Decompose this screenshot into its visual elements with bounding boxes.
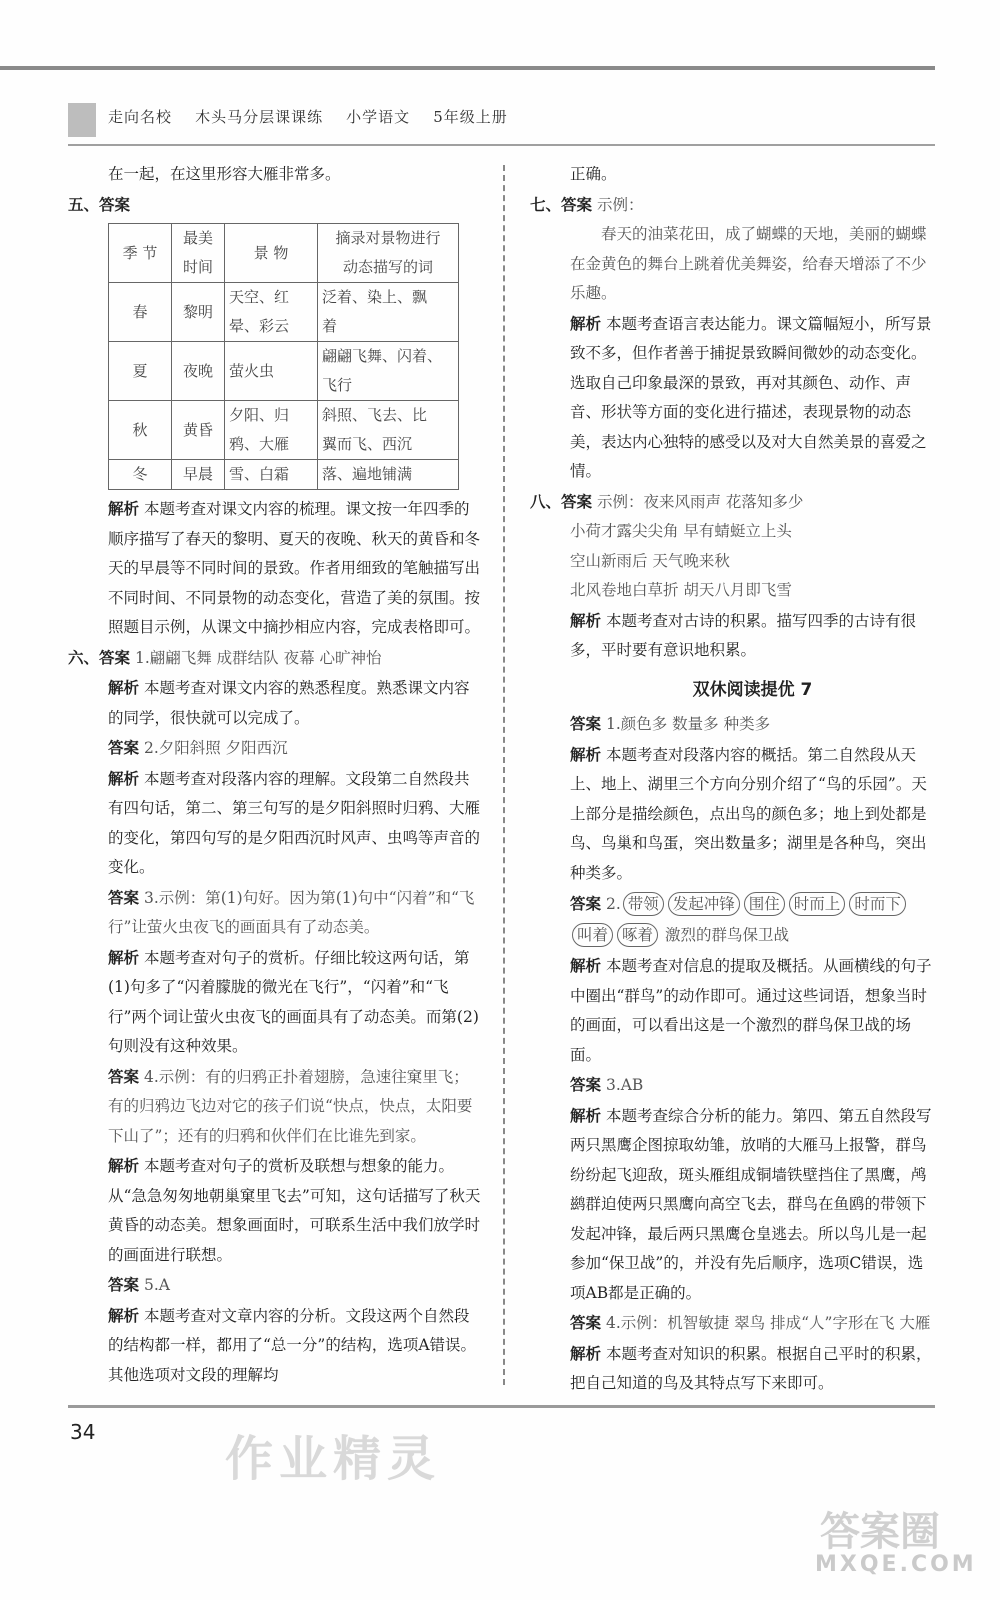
circled-word: 啄着: [617, 923, 658, 947]
analysis-7: 解析 本题考查语言表达能力。课文篇幅短小，所写景致不多，但作者善于捕捉景致瞬间微妙的动态变化。选取自己印象最深的景致，再对其颜色、动作、声音、形状等方面的变化进行描述，表现景物的动态美，表达内心独特的感受以及对大自然美景的喜爱之情。: [570, 313, 932, 480]
column-divider: [503, 165, 505, 1385]
answer-7-text: 春天的油菜花田，成了蝴蝶的天地，美丽的蝴蝶在金黄色的舞台上跳着优美舞姿，给春天增添了不少乐趣。: [570, 225, 927, 302]
analysis-b3: 解析 本题考查综合分析的能力。第四、第五自然段写两只黑鹰企图掠取幼雏，放哨的大雁马上报警，群鸟纷纷起飞迎敌，斑头雁组成铜墙铁壁挡住了黑鹰，鸬鹚群迫使两只黑鹰向高空飞去，群鸟在鱼鸥的带领下发起冲锋，最后两只黑鹰仓皇逃去。所以鸟儿是一起参加“保卫战”的，并没有先后顺序，选项C错误，选项AB都是正确的。: [570, 1105, 932, 1302]
answer-6-3: 答案 3.示例：第(1)句好。因为第(1)句中“闪着”和“飞行”让萤火虫夜飞的画面具有了动态美。: [108, 887, 475, 936]
table-row: [109, 401, 459, 460]
table-cell: 冬: [109, 460, 172, 490]
analysis-b1: 解析 本题考查对段落内容的概括。第二自然段从天上、地上、湖里三个方向分别介绍了“鸟的乐园”。天上部分是描绘颜色，点出鸟的颜色多；地上到处都是鸟、鸟巢和鸟蛋，突出数量多；湖里是各种鸟，突出种类多。: [570, 744, 927, 882]
table-cell: 天空、红 晕、彩云: [225, 283, 318, 342]
circled-word: 带领: [623, 892, 664, 916]
table-header: 最美 时间: [172, 224, 225, 283]
analysis-6-2: 解析 本题考查对段落内容的理解。文段第二自然段共有四句话，第二、第三句写的是夕阳斜照时归鸦、大雁的变化，第四句写的是夕阳西沉时风声、虫鸣等声音的变化。: [108, 768, 481, 876]
analysis-b2: 解析 本题考查对信息的提取及概括。从画横线的句子中圈出“群鸟”的动作即可。通过这些词语，想象当时的画面，可以看出这是一个激烈的群鸟保卫战的场面。: [570, 956, 932, 1064]
answer-b3: 答案 3.AB: [570, 1075, 644, 1094]
watermark-text: 作业精灵: [225, 1431, 442, 1487]
answer-8: 八、答案 示例：夜来风雨声 花落知多少: [530, 491, 804, 511]
right-column: [530, 160, 935, 1399]
circled-word: 时而下: [849, 892, 906, 916]
poem-line: 北风卷地白草折 胡天八月即飞雪: [570, 581, 792, 599]
table-cell: 夜晚: [172, 342, 225, 401]
answer-b1: 答案 1.颜色多 数量多 种类多: [570, 714, 771, 733]
analysis-6-1: 解析 本题考查对课文内容的熟悉程度。熟悉课文内容的同学，很快就可以完成了。: [108, 678, 470, 727]
analysis-6-4: 解析 本题考查对句子的赏析及联想与想象的能力。从“急急匆匆地朝巢窠里飞去”可知，这句话描写了秋天黄昏的动态美。想象画面时，可联系生活中我们放学时的画面进行联想。: [108, 1156, 481, 1264]
table-cell: 雪、白霜: [225, 460, 318, 490]
analysis-8: 解析 本题考查对古诗的积累。描写四季的古诗有很多，平时要有意识地积累。: [570, 610, 916, 659]
circled-word: 围住: [744, 892, 785, 916]
circled-word: 叫着: [572, 923, 613, 947]
analysis-6-3: 解析 本题考查对句子的赏析。仔细比较这两句话，第(1)句多了“闪着朦胧的微光在飞行”，“闪着”和“飞行”两个词让萤火虫夜飞的画面具有了动态美。而第(2)句则没有这种效果。: [108, 947, 479, 1055]
poem-line: 小荷才露尖尖角 早有蜻蜓立上头: [570, 522, 792, 540]
running-header: 走向名校 木头马分层课课练 小学语文 5年级上册: [108, 108, 508, 126]
watermark-logo: 答案圈: [820, 1509, 940, 1555]
answer-6-5: 答案 5.A: [108, 1275, 170, 1294]
left-column: [68, 160, 484, 1390]
table-cell: 落、遍地铺满: [318, 460, 459, 490]
analysis-6-5: 解析 本题考查对文章内容的分析。文段这两个自然段的结构都一样，都用了“总一分”的结构，选项A错误。其他选项对文段的理解均: [108, 1305, 477, 1384]
table-row: [109, 283, 459, 342]
season-table: [108, 223, 459, 490]
table-cell: 翩翩飞舞、闪着、 飞行: [318, 342, 459, 401]
table-header: 季 节: [109, 224, 172, 283]
answer-6-4: 答案 4.示例：有的归鸦正扑着翅膀，急速往窠里飞；有的归鸦边飞边对它的孩子们说“快点，快点，太阳要下山了”；还有的归鸦和伙伴们在比谁先到家。: [108, 1066, 473, 1145]
analysis-5: 解析 本题考查对课文内容的梳理。课文按一年四季的顺序描写了春天的黎明、夏天的夜晚、秋天的黄昏和冬天的早晨等不同时间的景致。作者用细致的笔触描写出不同时间、不同景物的动态变化，营造了美的氛围。按照题目示例，从课文中摘抄相应内容，完成表格即可。: [108, 499, 481, 636]
table-cell: 泛着、染上、飘 着: [318, 283, 459, 342]
subsection-title: 双休阅读提优 7: [692, 679, 813, 700]
table-cell: 春: [109, 283, 172, 342]
footer-rule: [68, 1405, 935, 1408]
section-5-label: 五、答案: [68, 194, 131, 214]
table-header: 景 物: [225, 224, 318, 283]
table-cell: 黄昏: [172, 401, 225, 460]
poem-line: 空山新雨后 天气晚来秋: [570, 551, 730, 570]
table-row: [109, 460, 459, 490]
table-header: 摘录对景物进行 动态描写的词: [318, 224, 459, 283]
table-cell: 秋: [109, 401, 172, 460]
table-cell: 黎明: [172, 283, 225, 342]
answer-6-1: 六、答案 1.翩翩飞舞 成群结队 夜幕 心旷神怡: [68, 647, 382, 667]
circled-word: 时而上: [789, 892, 846, 916]
analysis-b4: 解析 本题考查对知识的积累。根据自己平时的积累，把自己知道的鸟及其特点写下来即可。: [570, 1343, 932, 1392]
table-cell: 斜照、飞去、比 翼而飞、西沉: [318, 401, 459, 460]
circled-word: 发起冲锋: [668, 892, 740, 916]
table-cell: 夏: [109, 342, 172, 401]
answer-b2: 答案 2. 带领 发起冲锋 围住 时而上 时而下叫着 啄着 激烈的群鸟保卫战: [530, 888, 935, 951]
continued-text: 正确。: [570, 165, 617, 183]
table-cell: 早晨: [172, 460, 225, 490]
table-cell: 夕阳、归 鸦、大雁: [225, 401, 318, 460]
table-row: [109, 342, 459, 401]
page-number: 34: [70, 1420, 96, 1444]
answer-7: 七、答案 示例：: [530, 194, 644, 214]
top-rule: [0, 66, 935, 70]
header-marker: [68, 103, 96, 137]
watermark-url: MXQE.COM: [815, 1552, 977, 1577]
header-rule: [68, 144, 935, 146]
continued-text: 在一起，在这里形容大雁非常多。: [108, 165, 341, 183]
answer-6-2: 答案 2.夕阳斜照 夕阳西沉: [108, 738, 288, 757]
answer-b4: 答案 4.示例：机智敏捷 翠鸟 排成“人”字形在飞 大雁: [570, 1313, 931, 1332]
table-header-row: [109, 224, 459, 283]
table-cell: 萤火虫: [225, 342, 318, 401]
